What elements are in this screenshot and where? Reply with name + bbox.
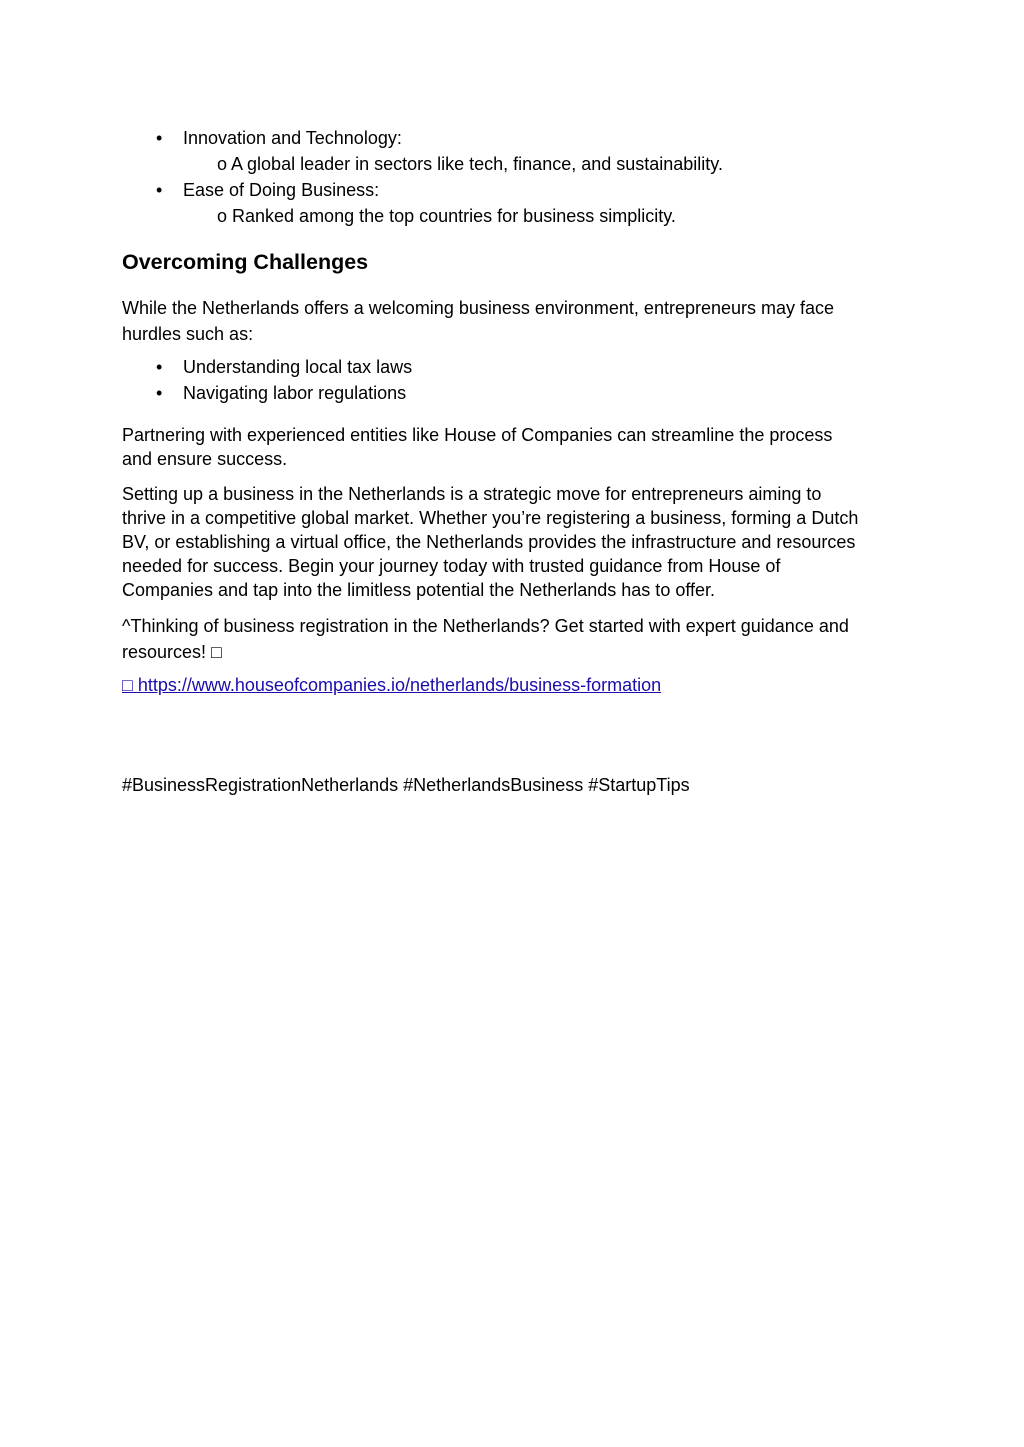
conclusion-paragraph: Setting up a business in the Netherlands is a strategic move for entrepreneurs aiming to thrive in a competitive global market. Whether you’re registering a business, forming a Dutch BV, or establishing a virtual office, the Netherlands provides the infrastructure and resources needed for success. Begin your journey today with trusted guidance from House of Companies and tap into the limitless potential the Netherlands has to offer. — [122, 484, 859, 600]
bullet-icon: • — [156, 357, 163, 377]
intro-paragraph: While the Netherlands offers a welcoming business environment, entrepreneurs may face hurdles such as: — [122, 298, 835, 344]
bullet-icon: • — [156, 128, 163, 148]
list-item-label: Understanding local tax laws — [183, 357, 413, 377]
cta-paragraph: ^Thinking of business registration in the Netherlands? Get started with expert guidance and resources! □ — [122, 616, 849, 662]
sub-list-item: o A global leader in sectors like tech, finance, and sustainability. — [217, 154, 723, 174]
sub-list-item: o Ranked among the top countries for business simplicity. — [217, 206, 676, 226]
bullet-icon: • — [156, 383, 163, 403]
list-item-ease-of-business — [156, 179, 379, 201]
business-formation-link[interactable]: □ https://www.houseofcompanies.io/netherlands/business-formation — [122, 675, 662, 695]
list-item-label: Navigating labor regulations — [183, 383, 407, 403]
link-container — [122, 674, 661, 696]
list-item-label: Ease of Doing Business: — [183, 180, 380, 200]
section-heading: Overcoming Challenges — [122, 250, 369, 274]
partnering-paragraph: Partnering with experienced entities like House of Companies can streamline the process and ensure success. — [122, 425, 833, 469]
list-item-label: Innovation and Technology: — [183, 128, 402, 148]
list-item-innovation — [156, 127, 402, 149]
list-item-tax-laws — [156, 356, 412, 378]
bullet-icon: • — [156, 180, 163, 200]
hashtags: #BusinessRegistrationNetherlands #NetherlandsBusiness #StartupTips — [122, 775, 690, 795]
list-item-labor-regulations — [156, 382, 406, 404]
